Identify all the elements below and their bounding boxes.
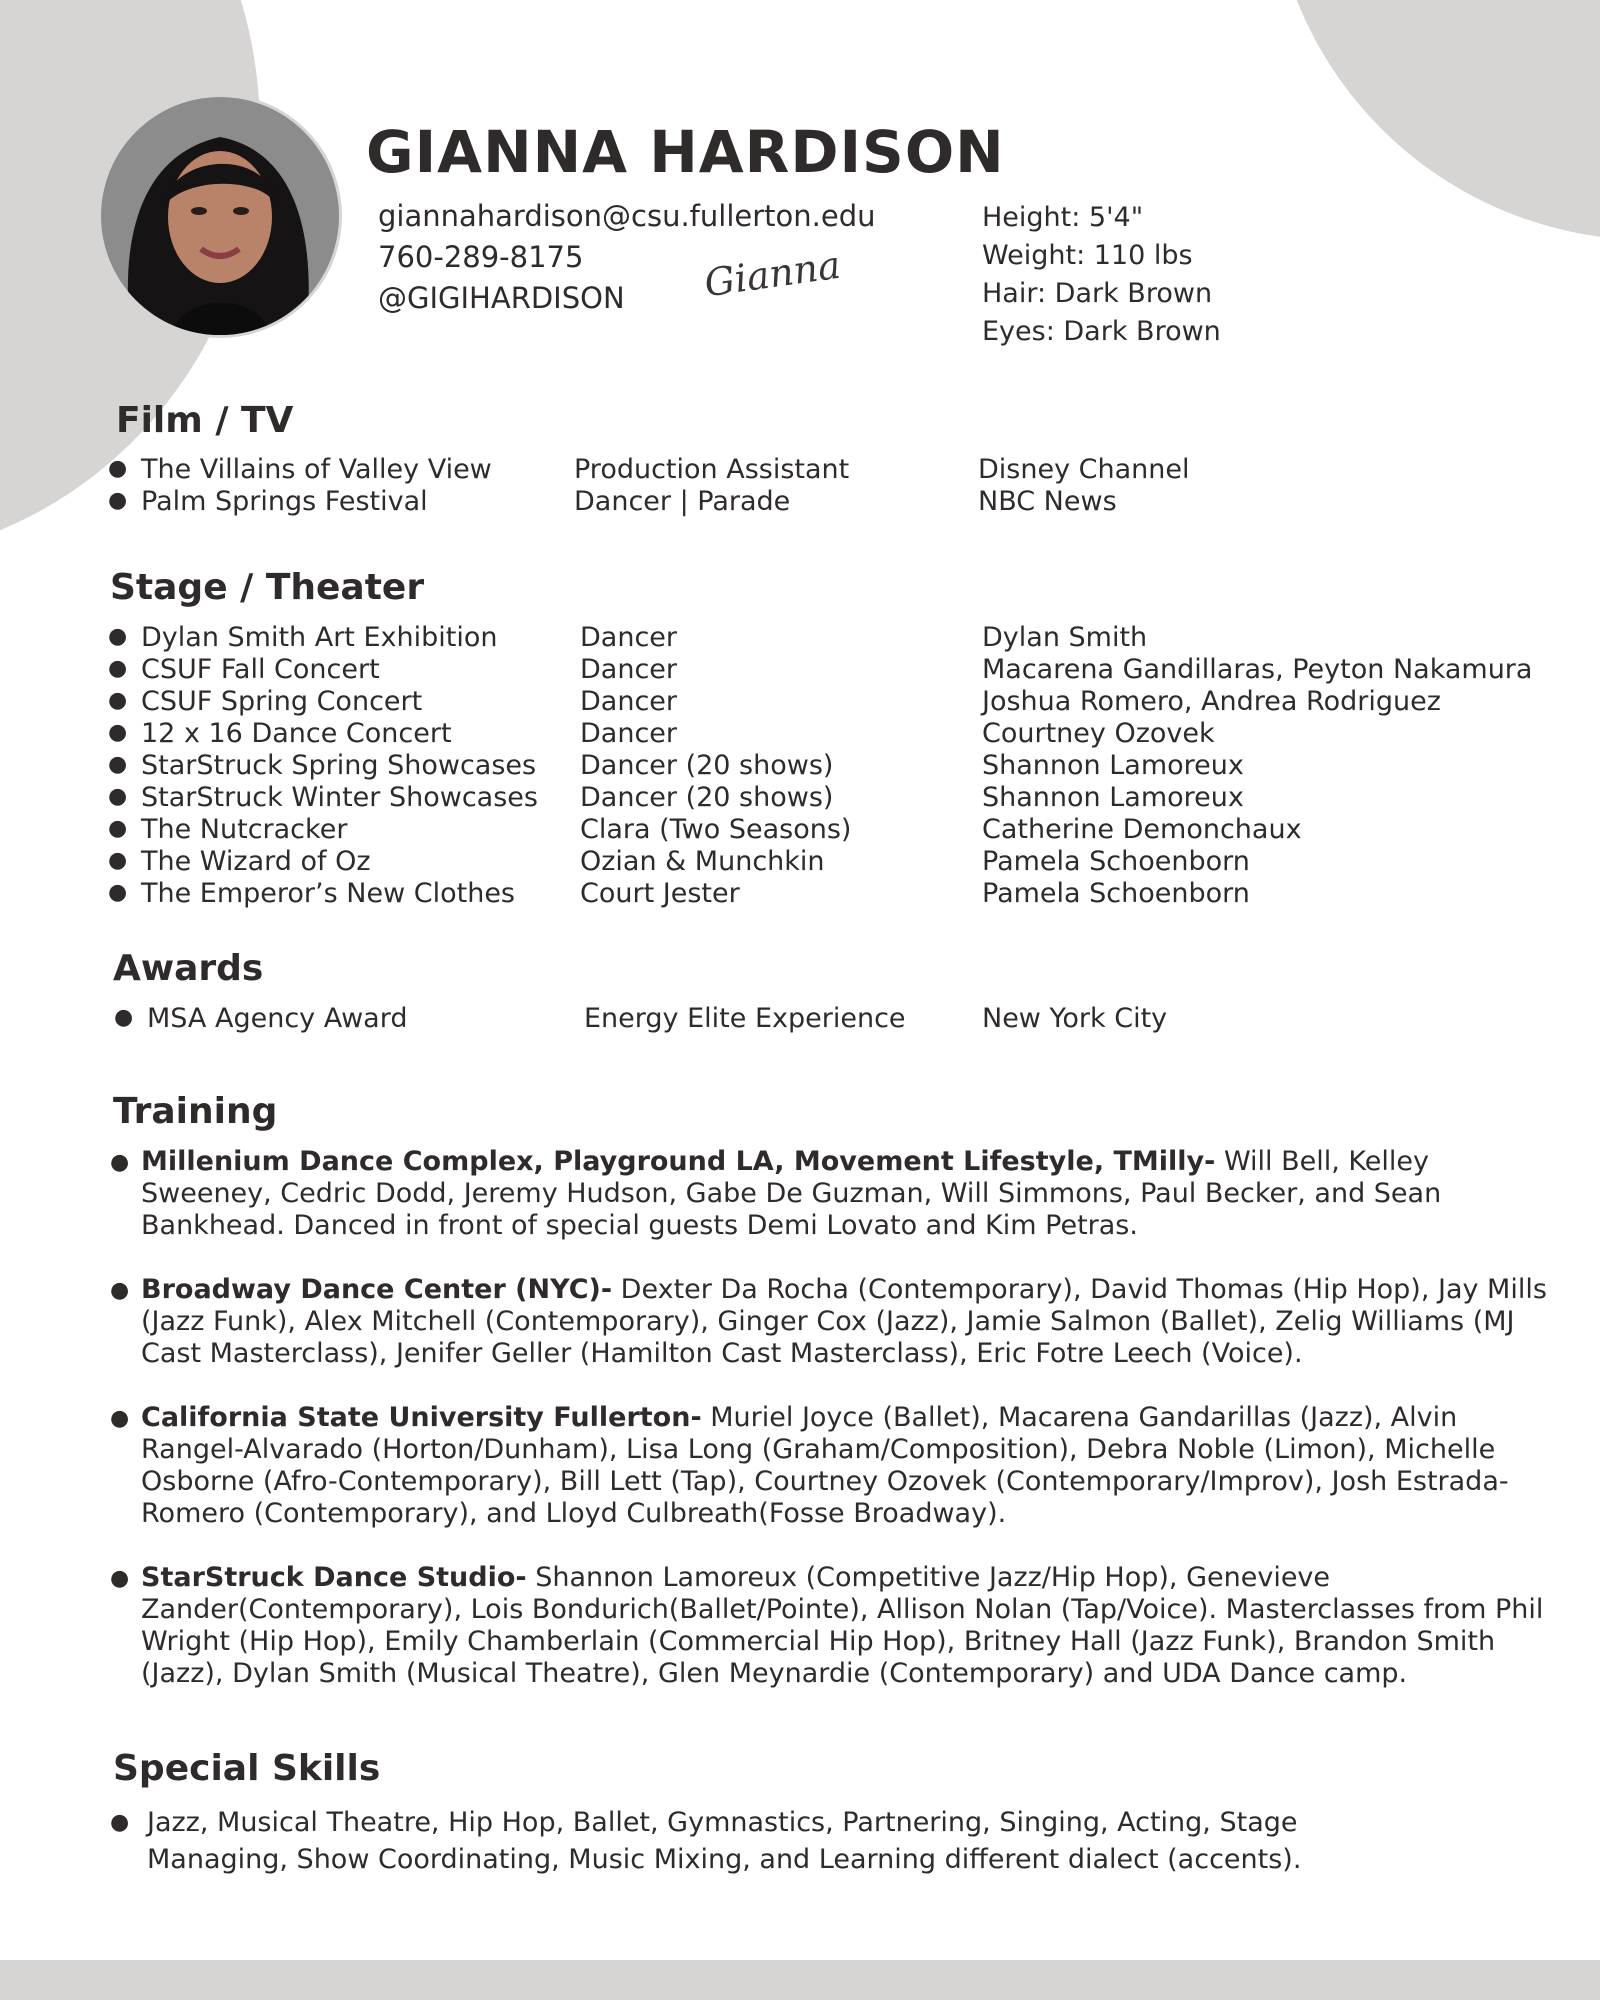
physical-stats (982, 199, 1221, 351)
bullet-icon: ● (108, 488, 128, 513)
role: Dancer (20 shows) (580, 750, 834, 781)
list-item (0, 846, 1600, 878)
list-item (0, 750, 1600, 782)
list-item (0, 454, 1600, 486)
bullet-icon: ● (108, 624, 128, 649)
list-item (0, 654, 1600, 686)
list-item (0, 486, 1600, 518)
awards-list (0, 1003, 1600, 1035)
production-name: CSUF Spring Concert (141, 686, 423, 717)
social-handle[interactable]: @GIGIHARDISON (378, 281, 625, 315)
training-text: Shannon Lamoreux (Competitive Jazz/Hip Hop), Genevieve Zander(Contemporary), Lois Bondurich(Ballet/Pointe), Allison Nolan (Tap/Voice). Masterclasses from Phil Wright (Hip Hop), Emily Chamberlain (Commercial Hip Hop), Britney Hall (Jazz Funk), Brandon Smith (Jazz), Dylan Smith (Musical Theatre), Glen Meynardie (Contemporary) and UDA Dance camp. (141, 1562, 1544, 1689)
bullet-icon: ● (108, 456, 128, 481)
bullet-icon: ● (110, 1278, 130, 1303)
bullet-icon: ● (108, 848, 128, 873)
bullet-icon: ● (110, 1566, 130, 1591)
role: Clara (Two Seasons) (580, 814, 852, 845)
award-event: Energy Elite Experience (584, 1003, 906, 1034)
role: Dancer (580, 686, 678, 717)
list-item (0, 718, 1600, 750)
list-item (0, 782, 1600, 814)
training-heading: Millenium Dance Complex, Playground LA, Movement Lifestyle, TMilly- (141, 1146, 1216, 1177)
award-name: MSA Agency Award (147, 1003, 408, 1034)
director: Shannon Lamoreux (982, 750, 1244, 781)
production-name: The Villains of Valley View (141, 454, 492, 485)
role: Dancer (580, 718, 678, 749)
role: Production Assistant (574, 454, 850, 485)
bullet-icon: ● (108, 688, 128, 713)
bullet-icon: ● (108, 752, 128, 777)
bullet-icon: ● (108, 816, 128, 841)
bullet-icon: ● (114, 1005, 134, 1030)
skills-text: Jazz, Musical Theatre, Hip Hop, Ballet, Gymnastics, Partnering, Singing, Acting, Stage Managing, Show Coordinating, Music Mixing, and Learning different dialect (accents). (147, 1807, 1302, 1875)
list-item (0, 686, 1600, 718)
role: Dancer | Parade (574, 486, 791, 517)
training-heading: California State University Fullerton- (141, 1402, 702, 1433)
production-name: The Wizard of Oz (141, 846, 371, 877)
director: Catherine Demonchaux (982, 814, 1302, 845)
list-item (110, 1402, 1550, 1530)
footer-band (0, 1960, 1600, 2000)
hair-stat: Hair: Dark Brown (982, 278, 1213, 309)
production-name: 12 x 16 Dance Concert (141, 718, 452, 749)
skills-list (110, 1804, 1410, 1878)
bullet-icon: ● (110, 1810, 130, 1835)
section-title-stage-theater: Stage / Theater (110, 567, 425, 608)
list-item (110, 1146, 1550, 1242)
director: Shannon Lamoreux (982, 782, 1244, 813)
role: Ozian & Munchkin (580, 846, 825, 877)
list-item (110, 1562, 1550, 1690)
director: Pamela Schoenborn (982, 878, 1250, 909)
production-name: Dylan Smith Art Exhibition (141, 622, 498, 653)
company: NBC News (978, 486, 1117, 517)
production-name: StarStruck Winter Showcases (141, 782, 538, 813)
award-location: New York City (982, 1003, 1168, 1034)
company: Disney Channel (978, 454, 1190, 485)
bullet-icon: ● (108, 720, 128, 745)
production-name: The Emperor’s New Clothes (141, 878, 515, 909)
training-text: Will Bell, Kelley Sweeney, Cedric Dodd, Jeremy Hudson, Gabe De Guzman, Will Simmons, Paul Becker, and Sean Bankhead. Danced in front of special guests Demi Lovato and Kim Petras. (141, 1146, 1442, 1241)
phone[interactable]: 760-289-8175 (378, 240, 584, 274)
director: Dylan Smith (982, 622, 1148, 653)
bullet-icon: ● (108, 880, 128, 905)
list-item (0, 1003, 1600, 1035)
production-name: The Nutcracker (141, 814, 348, 845)
stage-list (0, 622, 1600, 910)
signature: Gianna (701, 242, 844, 306)
production-name: CSUF Fall Concert (141, 654, 380, 685)
section-title-film-tv: Film / TV (116, 400, 294, 441)
candidate-name: GIANNA HARDISON (366, 118, 1005, 186)
production-name: Palm Springs Festival (141, 486, 428, 517)
bullet-icon: ● (110, 1406, 130, 1431)
height-stat: Height: 5'4" (982, 202, 1144, 233)
section-title-special-skills: Special Skills (113, 1748, 381, 1789)
training-heading: Broadway Dance Center (NYC)- (141, 1274, 613, 1305)
role: Court Jester (580, 878, 740, 909)
role: Dancer (20 shows) (580, 782, 834, 813)
film-tv-list (0, 454, 1600, 518)
bullet-icon: ● (108, 784, 128, 809)
director: Pamela Schoenborn (982, 846, 1250, 877)
list-item (110, 1274, 1550, 1370)
background-shape-right (1270, 0, 1600, 240)
training-heading: StarStruck Dance Studio- (141, 1562, 527, 1593)
list-item (0, 814, 1600, 846)
bullet-icon: ● (110, 1150, 130, 1175)
role: Dancer (580, 654, 678, 685)
director: Courtney Ozovek (982, 718, 1215, 749)
section-title-training: Training (113, 1091, 278, 1132)
bullet-icon: ● (108, 656, 128, 681)
director: Joshua Romero, Andrea Rodriguez (982, 686, 1441, 717)
section-title-awards: Awards (113, 948, 264, 989)
profile-photo (98, 94, 342, 338)
director: Macarena Gandillaras, Peyton Nakamura (982, 654, 1533, 685)
eyes-stat: Eyes: Dark Brown (982, 316, 1221, 347)
production-name: StarStruck Spring Showcases (141, 750, 537, 781)
training-text: Dexter Da Rocha (Contemporary), David Thomas (Hip Hop), Jay Mills (Jazz Funk), Alex Mitchell (Contemporary), Ginger Cox (Jazz), Jamie Salmon (Ballet), Zelig Williams (MJ Cast Masterclass), Jenifer Geller (Hamilton Cast Masterclass), Eric Fotre Leech (Voice). (141, 1274, 1547, 1369)
list-item (0, 878, 1600, 910)
role: Dancer (580, 622, 678, 653)
training-text: Muriel Joyce (Ballet), Macarena Gandarillas (Jazz), Alvin Rangel-Alvarado (Horton/Dunham), Lisa Long (Graham/Composition), Debra Noble (Limon), Michelle Osborne (Afro-Contemporary), Bill Lett (Tap), Courtney Ozovek (Contemporary/Improv), Josh Estrada-Romero (Contemporary), and Lloyd Culbreath(Fosse Broadway). (141, 1402, 1509, 1529)
list-item (0, 622, 1600, 654)
weight-stat: Weight: 110 lbs (982, 240, 1193, 271)
email[interactable]: giannahardison@csu.fullerton.edu (378, 199, 876, 233)
training-list (110, 1146, 1550, 1722)
